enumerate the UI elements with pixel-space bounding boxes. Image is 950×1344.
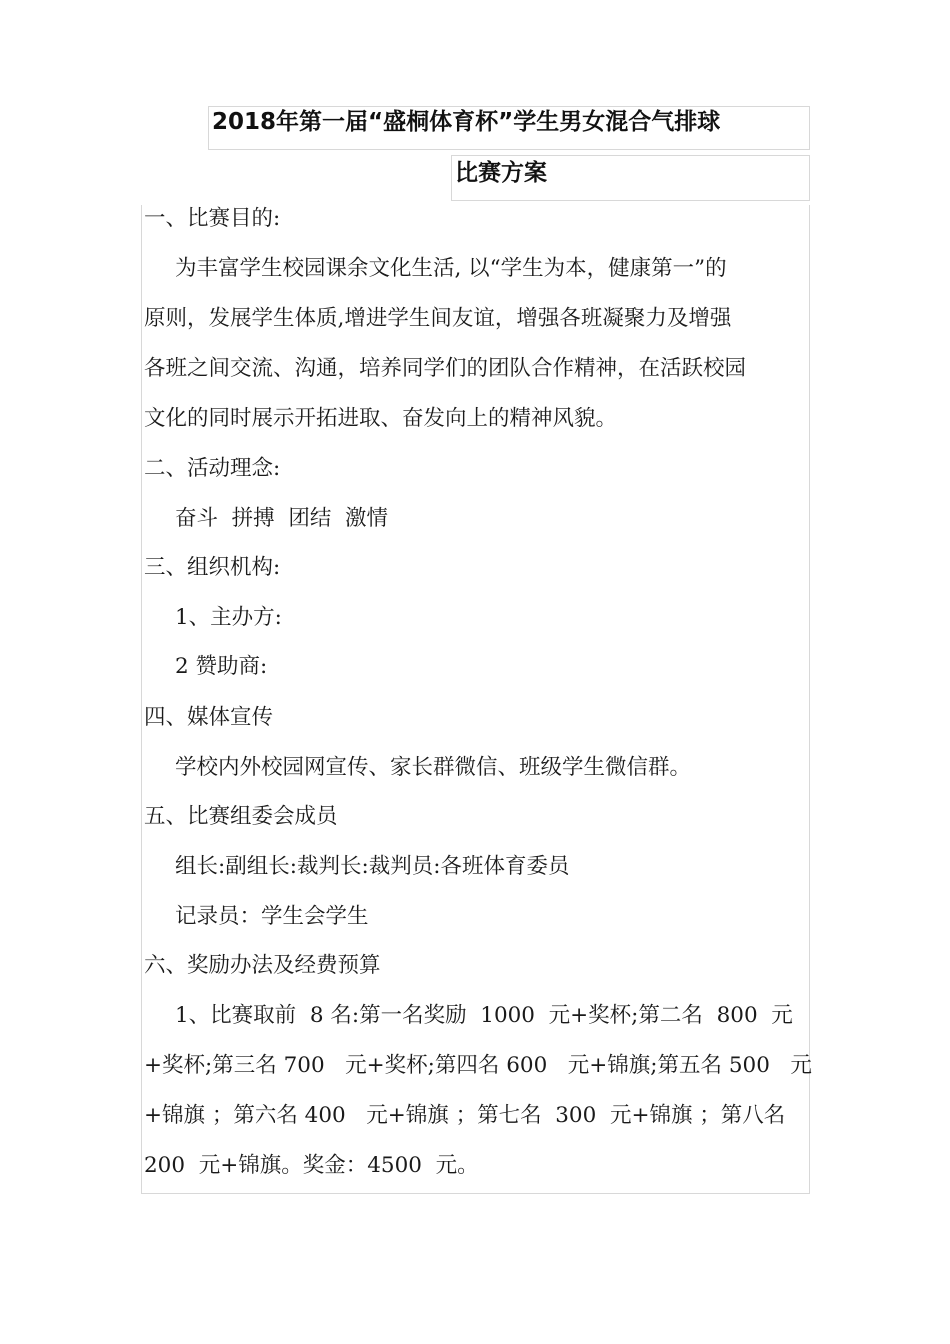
committee-text-line-2: 记录员：学生会学生: [175, 904, 369, 929]
media-text: 学校内外校园网宣传、家长群微信、班级学生微信群。: [175, 755, 692, 780]
rewards-text-line-4: 200 元+锦旗。奖金：4500 元。: [144, 1153, 479, 1178]
document-title-line-2: 比赛方案: [455, 160, 547, 186]
section-heading-purpose: 一、比赛目的:: [144, 206, 281, 231]
rewards-text-line-3: +锦旗 ；第六名 400 元+锦旗 ；第七名 300 元+锦旗 ；第八名: [144, 1103, 786, 1128]
organization-item-host: 1、主办方:: [175, 605, 282, 630]
document-title-line-1: 2018年第一届“盛桐体育杯”学生男女混合气排球: [212, 109, 721, 135]
organization-item-sponsor: 2 赞助商:: [175, 654, 268, 679]
purpose-text-line-4: 文化的同时展示开拓进取、奋发向上的精神风貌。: [144, 406, 618, 431]
rewards-text-line-1: 1、比赛取前 8 名:第一名奖励 1000 元+奖杯;第二名 800 元: [175, 1003, 793, 1028]
section-heading-media: 四、媒体宣传: [144, 705, 274, 730]
purpose-text-line-2: 原则，发展学生体质,增进学生间友谊，增强各班凝聚力及增强: [144, 306, 732, 331]
purpose-text-line-3: 各班之间交流、沟通，培养同学们的团队合作精神，在活跃校园: [144, 356, 747, 381]
concept-text: 奋斗 拼搏 团结 激情: [175, 506, 389, 531]
section-heading-organization: 三、组织机构:: [144, 555, 281, 580]
section-heading-rewards: 六、奖励办法及经费预算: [144, 953, 381, 978]
purpose-text-line-1: 为丰富学生校园课余文化生活, 以“学生为本，健康第一”的: [175, 256, 727, 281]
rewards-text-line-2: +奖杯;第三名 700 元+奖杯;第四名 600 元+锦旗;第五名 500 元: [144, 1053, 812, 1078]
committee-text-line-1: 组长:副组长:裁判长:裁判员:各班体育委员: [175, 854, 570, 879]
section-heading-concept: 二、活动理念:: [144, 456, 281, 481]
section-heading-committee: 五、比赛组委会成员: [144, 804, 338, 829]
